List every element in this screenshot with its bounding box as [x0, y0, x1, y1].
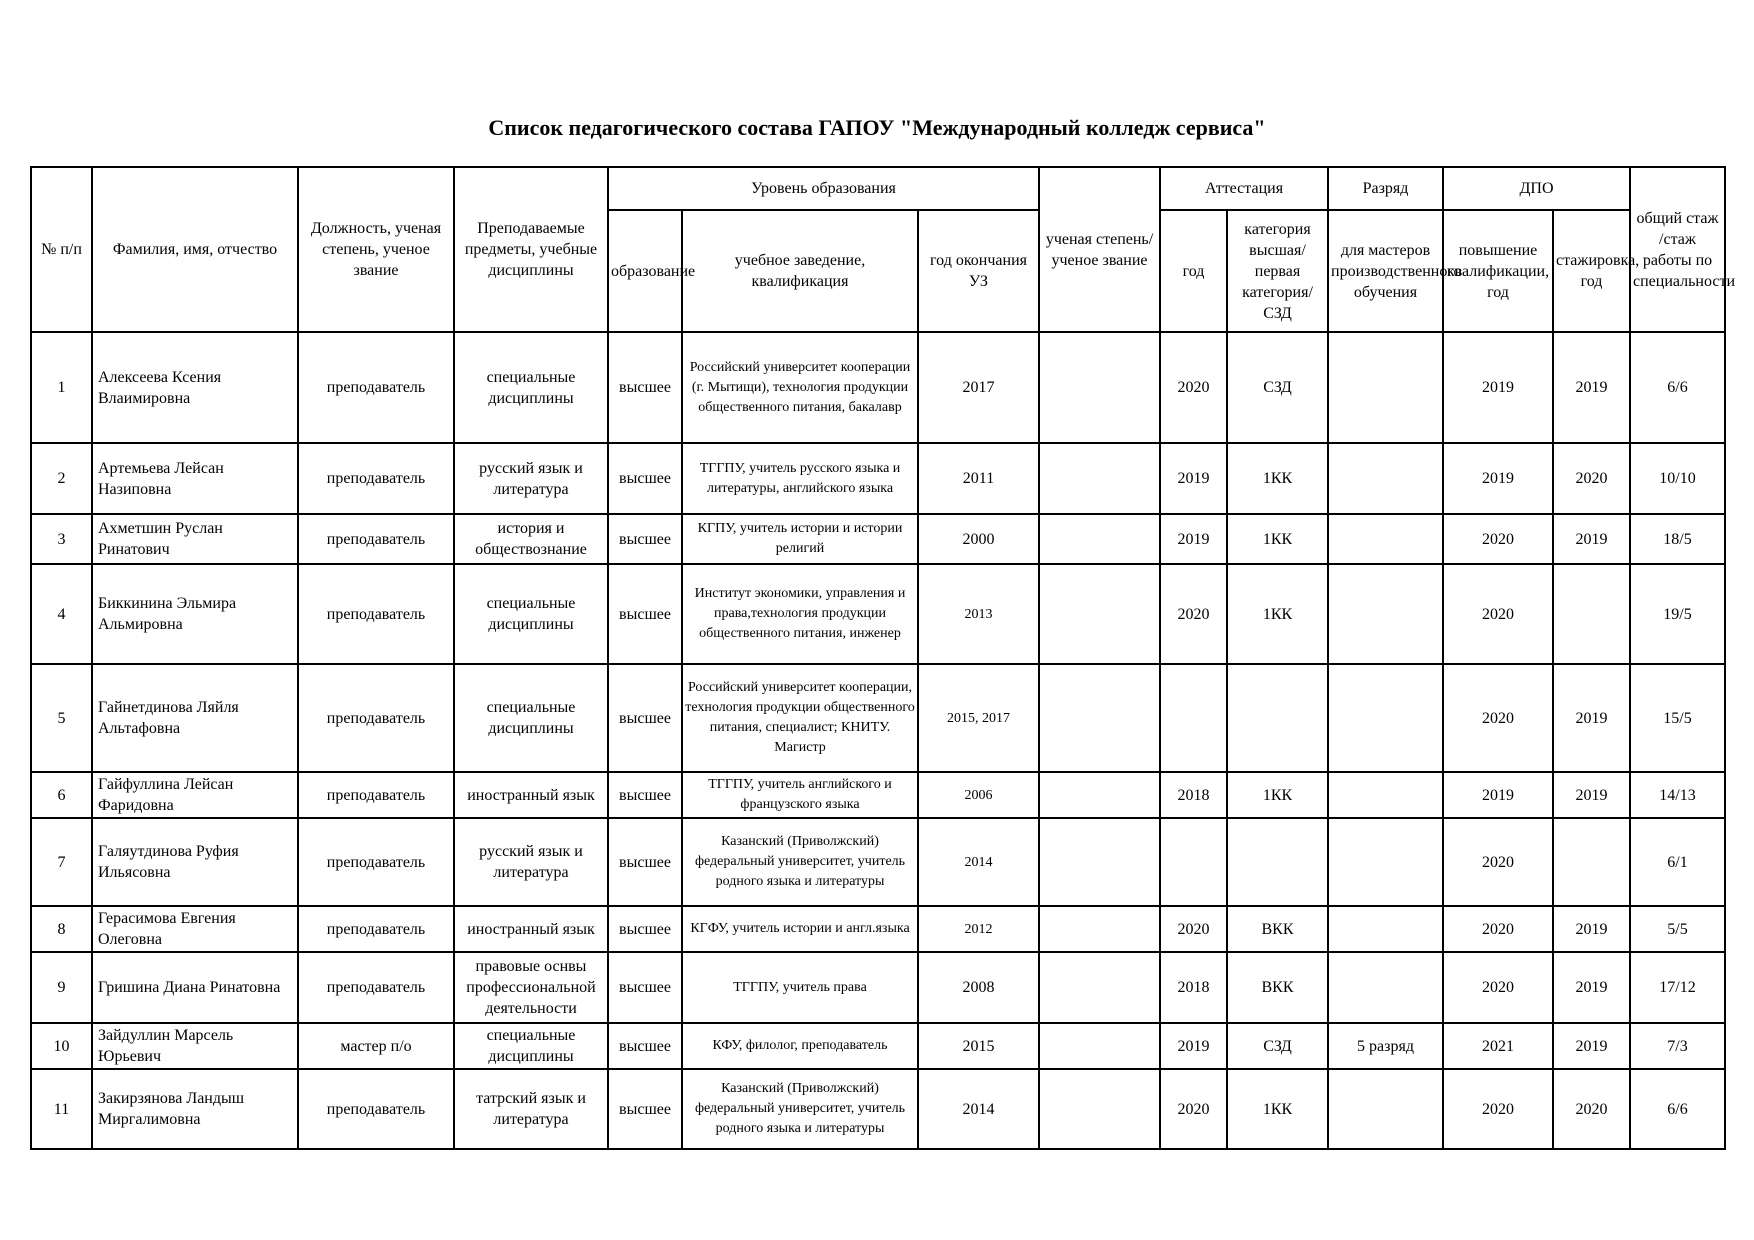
cell-att-year: 2020 — [1160, 1069, 1227, 1149]
cell-experience: 5/5 — [1630, 906, 1725, 952]
cell-rank — [1328, 952, 1443, 1023]
cell-att-category: СЗД — [1227, 332, 1328, 443]
cell-name: Артемьева Лейсан Назиповна — [92, 443, 298, 514]
cell-institution: КГФУ, учитель истории и англ.языка — [682, 906, 918, 952]
cell-experience: 17/12 — [1630, 952, 1725, 1023]
cell-rank — [1328, 332, 1443, 443]
cell-att-category: 1КК — [1227, 772, 1328, 818]
cell-rank — [1328, 514, 1443, 564]
cell-num: 10 — [31, 1023, 92, 1069]
cell-position: преподаватель — [298, 443, 454, 514]
cell-experience: 14/13 — [1630, 772, 1725, 818]
cell-experience: 7/3 — [1630, 1023, 1725, 1069]
cell-att-category: ВКК — [1227, 906, 1328, 952]
cell-name: Биккинина Эльмира Альмировна — [92, 564, 298, 664]
cell-experience: 18/5 — [1630, 514, 1725, 564]
header-att-year: год — [1160, 210, 1227, 332]
cell-num: 9 — [31, 952, 92, 1023]
cell-degree — [1039, 514, 1160, 564]
header-edu: образование — [608, 210, 682, 332]
cell-position: преподаватель — [298, 664, 454, 772]
cell-position: преподаватель — [298, 514, 454, 564]
cell-institution: Российский университет кооперации, технология продукции общественного питания, специалист; КНИТУ. Магистр — [682, 664, 918, 772]
cell-num: 2 — [31, 443, 92, 514]
cell-subjects: специальные дисциплины — [454, 664, 608, 772]
header-name: Фамилия, имя, отчество — [92, 167, 298, 332]
cell-intern: 2019 — [1553, 952, 1630, 1023]
header-rank-sub: для мастеров производственного обучения — [1328, 210, 1443, 332]
cell-rank — [1328, 906, 1443, 952]
cell-name: Закирзянова Ландыш Миргалимовна — [92, 1069, 298, 1149]
cell-rank — [1328, 1069, 1443, 1149]
header-subjects: Преподаваемые предметы, учебные дисциплины — [454, 167, 608, 332]
cell-degree — [1039, 772, 1160, 818]
cell-att-category: 1КК — [1227, 443, 1328, 514]
cell-att-year: 2020 — [1160, 906, 1227, 952]
cell-subjects: русский язык и литература — [454, 443, 608, 514]
cell-experience: 15/5 — [1630, 664, 1725, 772]
cell-num: 4 — [31, 564, 92, 664]
cell-att-category: 1КК — [1227, 564, 1328, 664]
header-degree: ученая степень/ ученое звание — [1039, 167, 1160, 332]
cell-subjects: татрский язык и литература — [454, 1069, 608, 1149]
cell-qual: 2020 — [1443, 952, 1553, 1023]
cell-rank — [1328, 443, 1443, 514]
header-attestation: Аттестация — [1160, 167, 1328, 210]
cell-num: 3 — [31, 514, 92, 564]
header-edu-level: Уровень образования — [608, 167, 1039, 210]
cell-name: Герасимова Евгения Олеговна — [92, 906, 298, 952]
cell-intern — [1553, 564, 1630, 664]
cell-att-year — [1160, 664, 1227, 772]
cell-qual: 2020 — [1443, 906, 1553, 952]
cell-rank: 5 разряд — [1328, 1023, 1443, 1069]
cell-name: Зайдуллин Марсель Юрьевич — [92, 1023, 298, 1069]
cell-grad-year: 2000 — [918, 514, 1039, 564]
header-position: Должность, ученая степень, ученое звание — [298, 167, 454, 332]
cell-degree — [1039, 818, 1160, 906]
cell-institution: КФУ, филолог, преподаватель — [682, 1023, 918, 1069]
cell-experience: 19/5 — [1630, 564, 1725, 664]
cell-intern: 2019 — [1553, 514, 1630, 564]
cell-intern: 2020 — [1553, 1069, 1630, 1149]
table-row — [31, 514, 1725, 564]
cell-att-year: 2020 — [1160, 564, 1227, 664]
cell-edu: высшее — [608, 564, 682, 664]
cell-name: Галяутдинова Руфия Ильясовна — [92, 818, 298, 906]
table-row — [31, 906, 1725, 952]
cell-position: преподаватель — [298, 818, 454, 906]
cell-experience: 6/6 — [1630, 332, 1725, 443]
cell-qual: 2019 — [1443, 772, 1553, 818]
cell-name: Гайнетдинова Ляйля Альтафовна — [92, 664, 298, 772]
cell-grad-year: 2017 — [918, 332, 1039, 443]
header-att-category: категория высшая/ первая категория/СЗД — [1227, 210, 1328, 332]
cell-qual: 2021 — [1443, 1023, 1553, 1069]
cell-qual: 2020 — [1443, 1069, 1553, 1149]
cell-att-year: 2019 — [1160, 1023, 1227, 1069]
cell-intern: 2019 — [1553, 1023, 1630, 1069]
cell-qual: 2019 — [1443, 443, 1553, 514]
cell-degree — [1039, 443, 1160, 514]
cell-edu: высшее — [608, 952, 682, 1023]
header-intern: стажировка, год — [1553, 210, 1630, 332]
cell-institution: Институт экономики, управления и права,технология продукции общественного питания, инженер — [682, 564, 918, 664]
cell-position: преподаватель — [298, 906, 454, 952]
cell-grad-year: 2011 — [918, 443, 1039, 514]
cell-degree — [1039, 332, 1160, 443]
cell-num: 5 — [31, 664, 92, 772]
cell-att-category — [1227, 818, 1328, 906]
cell-num: 7 — [31, 818, 92, 906]
cell-subjects: иностранный язык — [454, 906, 608, 952]
cell-num: 11 — [31, 1069, 92, 1149]
header-institution: учебное заведение, квалификация — [682, 210, 918, 332]
cell-att-category: 1КК — [1227, 1069, 1328, 1149]
cell-institution: ТГГПУ, учитель права — [682, 952, 918, 1023]
table-row — [31, 443, 1725, 514]
cell-subjects: иностранный язык — [454, 772, 608, 818]
cell-name: Алексеева Ксения Влаимировна — [92, 332, 298, 443]
cell-grad-year: 2013 — [918, 564, 1039, 664]
cell-position: мастер п/о — [298, 1023, 454, 1069]
cell-position: преподаватель — [298, 952, 454, 1023]
cell-degree — [1039, 1069, 1160, 1149]
table-row — [31, 772, 1725, 818]
cell-att-year: 2018 — [1160, 952, 1227, 1023]
cell-att-year: 2019 — [1160, 443, 1227, 514]
cell-edu: высшее — [608, 332, 682, 443]
cell-grad-year: 2015 — [918, 1023, 1039, 1069]
cell-subjects: специальные дисциплины — [454, 1023, 608, 1069]
cell-name: Гришина Диана Ринатовна — [92, 952, 298, 1023]
cell-intern: 2019 — [1553, 664, 1630, 772]
cell-grad-year: 2008 — [918, 952, 1039, 1023]
header-row-top — [31, 167, 1725, 210]
staff-table — [30, 166, 1736, 1150]
cell-grad-year: 2006 — [918, 772, 1039, 818]
cell-qual: 2020 — [1443, 664, 1553, 772]
table-row — [31, 564, 1725, 664]
cell-qual: 2019 — [1443, 332, 1553, 443]
cell-subjects: специальные дисциплины — [454, 564, 608, 664]
header-qual: повышение квалификации, год — [1443, 210, 1553, 332]
cell-qual: 2020 — [1443, 818, 1553, 906]
cell-institution: КГПУ, учитель истории и истории религий — [682, 514, 918, 564]
cell-qual: 2020 — [1443, 564, 1553, 664]
cell-att-year: 2020 — [1160, 332, 1227, 443]
table-row — [31, 818, 1725, 906]
cell-grad-year: 2014 — [918, 1069, 1039, 1149]
cell-num: 1 — [31, 332, 92, 443]
cell-subjects: русский язык и литература — [454, 818, 608, 906]
cell-degree — [1039, 564, 1160, 664]
cell-position: преподаватель — [298, 772, 454, 818]
table-body — [31, 332, 1725, 1149]
cell-experience: 6/6 — [1630, 1069, 1725, 1149]
table-row — [31, 332, 1725, 443]
cell-degree — [1039, 1023, 1160, 1069]
cell-institution: ТГГПУ, учитель английского и французского языка — [682, 772, 918, 818]
cell-att-category — [1227, 664, 1328, 772]
cell-att-category: ВКК — [1227, 952, 1328, 1023]
header-grad-year: год окончания УЗ — [918, 210, 1039, 332]
cell-institution: ТГГПУ, учитель русского языка и литературы, английского языка — [682, 443, 918, 514]
cell-position: преподаватель — [298, 564, 454, 664]
cell-att-year: 2019 — [1160, 514, 1227, 564]
cell-institution: Казанский (Приволжский) федеральный университет, учитель родного языка и литературы — [682, 818, 918, 906]
cell-att-category: СЗД — [1227, 1023, 1328, 1069]
cell-edu: высшее — [608, 443, 682, 514]
cell-rank — [1328, 772, 1443, 818]
cell-position: преподаватель — [298, 332, 454, 443]
cell-institution: Российский университет кооперации (г. Мытищи), технология продукции общественного питания, бакалавр — [682, 332, 918, 443]
page-title: Список педагогического состава ГАПОУ "Международный колледж сервиса" — [488, 115, 1266, 140]
header-experience: общий стаж /стаж работы по специальности — [1630, 167, 1725, 332]
cell-edu: высшее — [608, 514, 682, 564]
table-row — [31, 1069, 1725, 1149]
cell-att-year — [1160, 818, 1227, 906]
cell-att-year: 2018 — [1160, 772, 1227, 818]
cell-intern: 2019 — [1553, 772, 1630, 818]
header-num: № п/п — [31, 167, 92, 332]
cell-name: Ахметшин Руслан Ринатович — [92, 514, 298, 564]
header-dpo: ДПО — [1443, 167, 1630, 210]
cell-rank — [1328, 664, 1443, 772]
cell-grad-year: 2014 — [918, 818, 1039, 906]
cell-qual: 2020 — [1443, 514, 1553, 564]
header-rank: Разряд — [1328, 167, 1443, 210]
cell-intern: 2020 — [1553, 443, 1630, 514]
cell-edu: высшее — [608, 664, 682, 772]
cell-grad-year: 2012 — [918, 906, 1039, 952]
cell-intern: 2019 — [1553, 906, 1630, 952]
cell-subjects: история и обществознание — [454, 514, 608, 564]
cell-position: преподаватель — [298, 1069, 454, 1149]
cell-intern — [1553, 818, 1630, 906]
cell-experience: 6/1 — [1630, 818, 1725, 906]
cell-name: Гайфуллина Лейсан Фаридовна — [92, 772, 298, 818]
cell-att-category: 1КК — [1227, 514, 1328, 564]
table-row — [31, 664, 1725, 772]
cell-edu: высшее — [608, 818, 682, 906]
cell-edu: высшее — [608, 1069, 682, 1149]
cell-edu: высшее — [608, 1023, 682, 1069]
cell-edu: высшее — [608, 772, 682, 818]
table-row — [31, 952, 1725, 1023]
cell-degree — [1039, 952, 1160, 1023]
cell-subjects: специальные дисциплины — [454, 332, 608, 443]
cell-edu: высшее — [608, 906, 682, 952]
cell-grad-year: 2015, 2017 — [918, 664, 1039, 772]
cell-experience: 10/10 — [1630, 443, 1725, 514]
cell-num: 8 — [31, 906, 92, 952]
cell-subjects: правовые оснвы профессиональной деятельности — [454, 952, 608, 1023]
cell-institution: Казанский (Приволжский) федеральный университет, учитель родного языка и литературы — [682, 1069, 918, 1149]
cell-rank — [1328, 564, 1443, 664]
cell-intern: 2019 — [1553, 332, 1630, 443]
cell-degree — [1039, 664, 1160, 772]
cell-degree — [1039, 906, 1160, 952]
table-row — [31, 1023, 1725, 1069]
cell-rank — [1328, 818, 1443, 906]
cell-num: 6 — [31, 772, 92, 818]
